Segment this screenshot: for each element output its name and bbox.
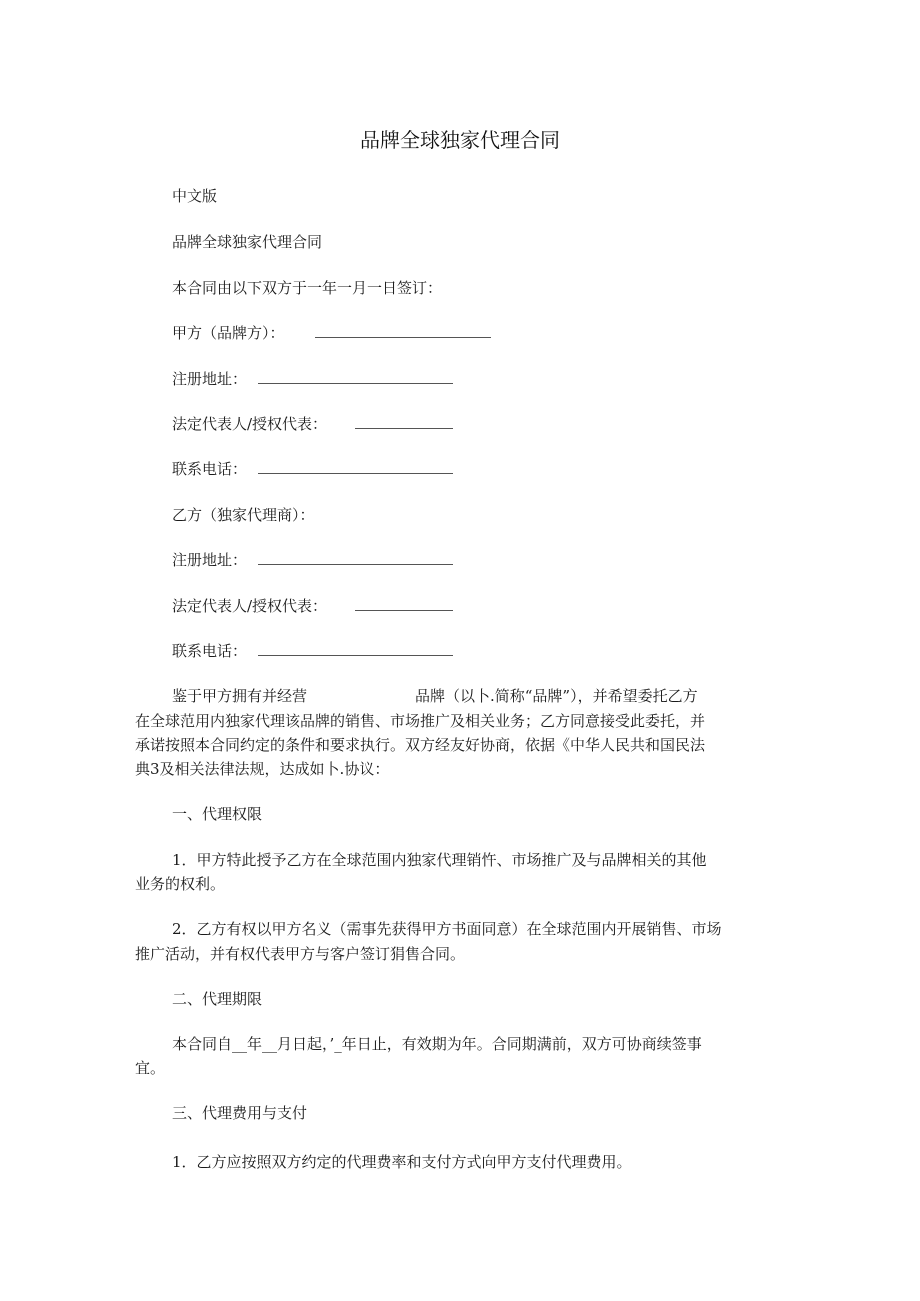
version-label: 中文版 (172, 187, 218, 205)
recital-line-1a: 鉴于甲方拥有并经营 (172, 687, 308, 705)
recital-line-4: 典3及相关法律法规，达成如卜.协议： (135, 760, 390, 778)
party-b-address-label: 注册地址： (172, 551, 248, 569)
party-b-label: 乙方（独家代理商）： (172, 506, 315, 524)
section-1-clause-2-line-1: 2．乙方有权以甲方名义（需事先获得甲方书面同意）在全球范围内开展销售、市场 (172, 920, 722, 938)
party-a-phone-blank[interactable] (258, 459, 453, 479)
intro-text: 本合同由以下双方于一年一月一日签订： (172, 279, 443, 297)
recital-line-2: 在全球范用内独家代理该品牌的销售、市场推广及相关业务；乙方同意接受此委托，并 (135, 712, 706, 730)
party-a-label: 甲方（品牌方）： (172, 324, 285, 342)
party-b-rep-label: 法定代表人/授权代表： (172, 597, 328, 615)
section-2-line-2: 宜。 (135, 1059, 166, 1077)
party-b-address-blank[interactable] (258, 550, 453, 570)
party-a-rep-blank[interactable] (355, 414, 453, 434)
party-a-name-blank[interactable] (315, 323, 491, 343)
section-1-clause-2-line-2: 推广活动，并有权代表甲方与客户签订狷售合同。 (135, 945, 466, 963)
contract-name: 品牌全球独家代理合同 (172, 233, 323, 251)
section-2-line-1: 本合同自__年__月日起，’_年日止，有效期为年。合同期满前，双方可协商续签事 (172, 1035, 702, 1053)
recital-line-3: 承诺按照本合同约定的条件和要求执行。双方经友好协商，依据《中华人民共和国民法 (135, 736, 706, 754)
section-1-clause-1-line-2: 业务的权利。 (135, 875, 226, 893)
party-a-rep-label: 法定代表人/授权代表： (172, 415, 328, 433)
recital-line-1b: 品牌（以卜.简称“品牌”），并希望委托乙方 (415, 687, 698, 705)
section-3-title: 三、代理费用与支付 (172, 1104, 308, 1122)
section-3-clause-1: 1．乙方应按照双方约定的代理费率和支付方式向甲方支付代理费用。 (172, 1153, 632, 1171)
section-2-title: 二、代理期限 (172, 990, 263, 1008)
party-a-phone-label: 联系电话： (172, 460, 248, 478)
document-title: 品牌全球独家代理合同 (360, 128, 560, 152)
party-b-phone-label: 联系电话： (172, 642, 248, 660)
party-a-address-label: 注册地址： (172, 370, 248, 388)
section-1-clause-1-line-1: 1．甲方特此授予乙方在全球范围内独家代理销忤、市场推广及与品牌相关的其他 (172, 851, 707, 869)
section-1-title: 一、代理权限 (172, 805, 263, 823)
party-a-address-blank[interactable] (258, 369, 453, 389)
party-b-phone-blank[interactable] (258, 641, 453, 661)
party-b-rep-blank[interactable] (355, 596, 453, 616)
